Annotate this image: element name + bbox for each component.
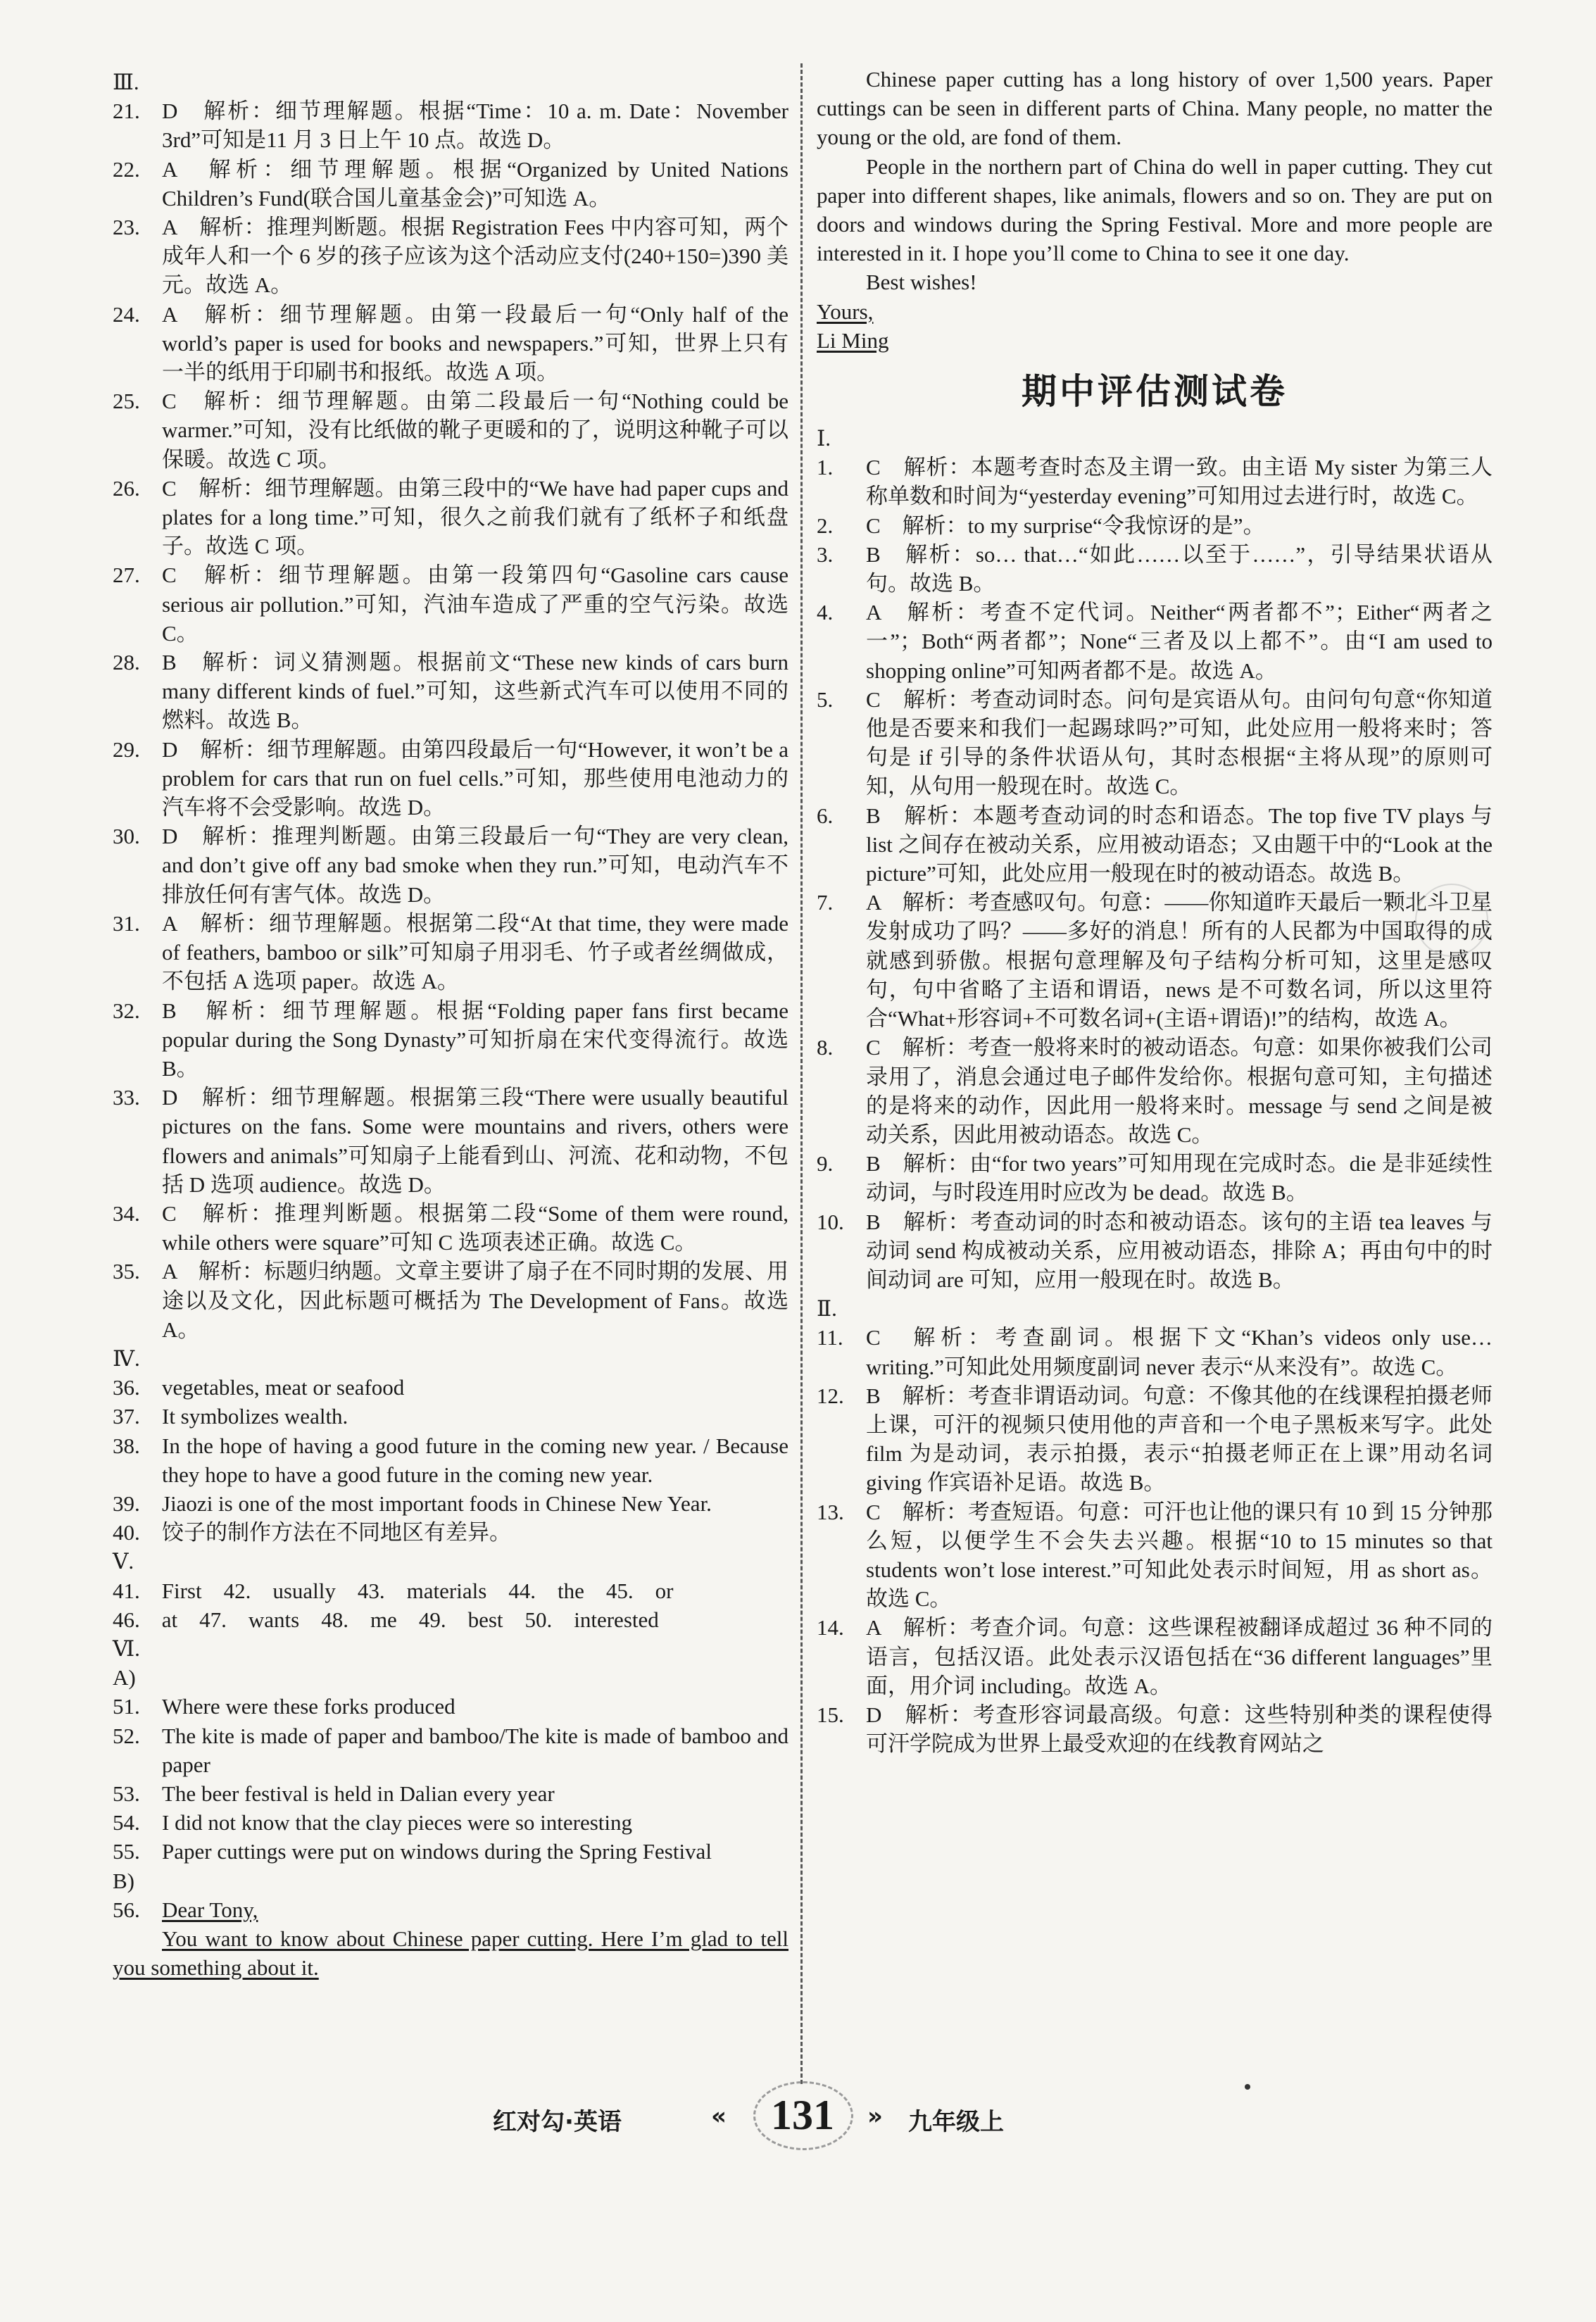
- item-text: A 解析：考查不定代词。Neither“两者都不”；Either“两者之一”；Both“两者都”；None“三者及以上都不”。由“I am used to shopping online”可知两者都不是。故选 A。: [866, 600, 1493, 683]
- answer-item: [817, 598, 1493, 685]
- left-chevron-icon: «: [711, 2102, 727, 2130]
- answer-item: [113, 1692, 788, 1721]
- answer-item: [817, 1323, 1493, 1381]
- item-number: 32.: [113, 998, 140, 1023]
- item-number: 26.: [113, 475, 140, 501]
- answers-11-15: [817, 1323, 1493, 1758]
- answers-36-40: [113, 1373, 788, 1547]
- item-number: 14.: [817, 1615, 844, 1640]
- fill-row-41-45: 41. First 42. usually 43. materials 44. the 45. or: [113, 1578, 674, 1603]
- item-text: A 解析：细节理解题。由第一段最后一句“Only half of the world’s paper is used for books and newspapers.”可知，世界上只有一半的纸用于印刷书和报纸。故选 A 项。: [162, 301, 788, 385]
- answer-item: [113, 1199, 788, 1257]
- item-number: 29.: [113, 736, 140, 762]
- item-text: A 解析：细节理解题。根据“Organized by United Nations Children’s Fund(联合国儿童基金会)”可知选 A。: [162, 156, 788, 211]
- item-number: 6.: [817, 803, 834, 828]
- item-number: 36.: [113, 1375, 140, 1400]
- item-number: 51.: [113, 1694, 140, 1719]
- answer-item: [817, 453, 1493, 510]
- item-text: B 解析：考查动词的时态和被动语态。该句的主语 tea leaves 与动词 send 构成被动关系，应用被动语态，排除 A；再由句中的时间动词 are 可知，应用一般现在时。故选 B。: [866, 1209, 1493, 1292]
- item-number: 11.: [817, 1325, 843, 1350]
- item-text: A 解析：标题归纳题。文章主要讲了扇子在不同时期的发展、用途以及文化，因此标题可概括为 The Development of Fans。故选 A。: [162, 1259, 788, 1342]
- answer-item: [817, 1700, 1493, 1758]
- item-text: Where were these forks produced: [162, 1694, 455, 1719]
- answer-item: [113, 155, 788, 213]
- item-text: C 解析：考查一般将来时的被动语态。句意：如果你被我们公司录用了，消息会通过电子邮件发给你。根据句意可知，主句描述的是将来的动作，因此用一般将来时。message 与 send 之间是被动关系，因此用被动语态。故选 C。: [866, 1035, 1493, 1147]
- item-number: 1.: [817, 455, 834, 480]
- answer-item: [113, 1808, 788, 1837]
- item-text: C 解析：细节理解题。由第一段第四句“Gasoline cars cause serious air pollution.”可知，汽油车造成了严重的空气污染。故选 C。: [162, 563, 788, 646]
- answer-item: [817, 511, 1493, 540]
- answer-item: [113, 213, 788, 300]
- letter-paragraph-3: People in the northern part of China do well in paper cutting. They cut paper into different shapes, like animals, flowers and so on. They are put on doors and windows during the Spring Festival. More and more people are interested in it. I hope you’ll come to China to see it one day.: [817, 153, 1493, 266]
- item-number: 8.: [817, 1035, 834, 1060]
- answer-item: [113, 1779, 788, 1808]
- item-number: 15.: [817, 1702, 844, 1727]
- item-text: The kite is made of paper and bamboo/The kite is made of bamboo and paper: [162, 1723, 788, 1777]
- item-number: 24.: [113, 301, 140, 327]
- answer-item: [113, 735, 788, 822]
- item-number: 56.: [113, 1897, 140, 1922]
- letter-paragraph-2: Chinese paper cutting has a long history of over 1,500 years. Paper cuttings can be seen in different parts of China. Many people, no matter the young or the old, are fond of them.: [817, 67, 1493, 150]
- item-text: A 解析：考查感叹句。句意：——你知道昨天最后一颗北斗卫星发射成功了吗？——多好的消息！所有的人民都为中国取得的成就感到骄傲。根据句意理解及句子结构分析可知，这里是感叹句，句中省略了主语和谓语，news 是不可数名词，所以这里符合“What+形容词+不可数名词+(主语+谓语)!”的结构，故选 A。: [866, 890, 1493, 1031]
- item-text: B 解析：词义猜测题。根据前文“These new kinds of cars burn many different kinds of fuel.”可知，这些新式汽车可以使用不同的燃料。故选 B。: [162, 650, 788, 733]
- item-number: 4.: [817, 600, 834, 625]
- answers-51-55: [113, 1692, 788, 1866]
- right-chevron-icon: »: [867, 2102, 883, 2130]
- section-heading-6: Ⅵ.: [113, 1636, 140, 1661]
- answer-item: [817, 540, 1493, 598]
- item-number: 40.: [113, 1520, 140, 1545]
- item-number: 10.: [817, 1209, 844, 1234]
- item-number: 27.: [113, 563, 140, 588]
- item-number: 12.: [817, 1383, 844, 1408]
- answer-item: [113, 1721, 788, 1779]
- answer-item: [817, 685, 1493, 801]
- item-number: 55.: [113, 1839, 140, 1864]
- item-text: I did not know that the clay pieces were so interesting: [162, 1810, 633, 1835]
- answer-item: [817, 1207, 1493, 1295]
- page-footer: [0, 2077, 1596, 2161]
- letter-yours-text: Yours,: [817, 299, 874, 324]
- answer-item: [817, 1613, 1493, 1700]
- item-number: 23.: [113, 215, 140, 240]
- item-text: It symbolizes wealth.: [162, 1404, 348, 1429]
- fill-row-46-50: 46. at 47. wants 48. me 49. best 50. interested: [113, 1607, 659, 1632]
- item-text: C 解析：细节理解题。由第二段最后一句“Nothing could be warmer.”可知，没有比纸做的靴子更暖和的了，说明这种靴子可以保暖。故选 C 项。: [162, 389, 788, 472]
- section-heading-4: Ⅳ.: [113, 1345, 140, 1371]
- answer-item: [817, 1498, 1493, 1614]
- answer-item: [817, 1381, 1493, 1498]
- answer-item: [113, 96, 788, 154]
- item-text: vegetables, meat or seafood: [162, 1375, 405, 1400]
- item-text: A 解析：细节理解题。根据第二段“At that time, they were made of feathers, bamboo or silk”可知扇子用羽毛、竹子或者丝绸做成，不包括 A 选项 paper。故选 A。: [162, 910, 788, 994]
- section-heading-2: Ⅱ.: [817, 1296, 837, 1322]
- item-text: A 解析：考查介词。句意：这些课程被翻译成超过 36 种不同的语言，包括汉语。此处表示汉语包括在“36 different languages”里面，用介词 including。故选 A。: [866, 1615, 1493, 1698]
- item-text: D 解析：细节理解题。根据第三段“There were usually beautiful pictures on the fans. Some were mountains and rivers, others were flowers and animals”可知扇子上能看到山、河流、花和动物，不包括 D 选项 audience。故选 D。: [162, 1085, 788, 1197]
- part-a-label: A): [113, 1665, 136, 1690]
- item-text: D 解析：考查形容词最高级。句意：这些特别种类的课程使得可汗学院成为世界上最受欢迎的在线教育网站之: [866, 1702, 1493, 1757]
- item-text: D 解析：推理判断题。由第三段最后一句“They are very clean, and don’t give off any bad smoke when they run.”可知，电动汽车不排放任何有害气体。故选 D。: [162, 824, 788, 907]
- item-number: 34.: [113, 1200, 140, 1226]
- section-heading-3: Ⅲ.: [113, 70, 139, 94]
- item-text: B 解析：细节理解题。根据“Folding paper fans first became popular during the Song Dynasty”可知折扇在宋代变得流行。故选 B。: [162, 998, 788, 1081]
- letter-paragraph-1: You want to know about Chinese paper cutting. Here I’m glad to tell you something about it.: [113, 1926, 788, 1981]
- item-number: 54.: [113, 1810, 140, 1835]
- grade-label: 九年级上: [908, 2108, 1004, 2136]
- item-text: C 解析：推理判断题。根据第二段“Some of them were round, while others were square”可知 C 选项表述正确。故选 C。: [162, 1200, 788, 1255]
- section-heading-5: Ⅴ.: [113, 1549, 134, 1574]
- answer-item: [113, 1257, 788, 1344]
- right-column: [817, 65, 1493, 1758]
- answer-item: [113, 1402, 788, 1431]
- letter-greeting: Dear Tony,: [162, 1897, 258, 1922]
- answer-item: [113, 560, 788, 648]
- section-heading-1: Ⅰ.: [817, 426, 831, 451]
- column-divider: [800, 63, 803, 2084]
- page-number: 131: [771, 2092, 834, 2138]
- answers-1-10: [817, 453, 1493, 1294]
- item-number: 2.: [817, 513, 834, 538]
- item-number: 52.: [113, 1723, 140, 1748]
- letter-item-56: [113, 1895, 788, 1924]
- answer-item: [113, 648, 788, 735]
- answer-item: [817, 801, 1493, 889]
- answer-item: [113, 1489, 788, 1518]
- answer-item: [113, 474, 788, 561]
- item-number: 3.: [817, 541, 834, 567]
- item-text: C 解析：考查动词时态。问句是宾语从句。由问句句意“你知道他是否要来和我们一起踢球吗?”可知，此处应用一般将来时；答句是 if 引导的条件状语从句，其时态根据“主将从现”的原则可知，从句用一般现在时。故选 C。: [866, 686, 1493, 799]
- left-column: [113, 68, 788, 1982]
- answer-item: [817, 888, 1493, 1033]
- book-series-label: 红对勾·英语: [493, 2108, 622, 2136]
- answer-item: [817, 1033, 1493, 1149]
- item-number: 21.: [113, 99, 140, 124]
- letter-signature-text: Li Ming: [817, 327, 889, 353]
- letter-closing: Best wishes!: [866, 270, 977, 295]
- answer-item: [113, 909, 788, 996]
- watermark-stamp: [1415, 884, 1488, 957]
- item-number: 9.: [817, 1151, 834, 1176]
- item-number: 39.: [113, 1491, 140, 1516]
- answer-item: [817, 1149, 1493, 1207]
- item-text: C 解析：考查副词。根据下文“Khan’s videos only use… writing.”可知此处用频度副词 never 表示“从来没有”。故选 C。: [866, 1325, 1493, 1379]
- item-text: B 解析：本题考查动词的时态和语态。The top five TV plays 与 list 之间存在被动关系，应用被动语态；又由题干中的“Look at the picture”可知，此处应用一般现在时的被动语态。故选 B。: [866, 803, 1493, 886]
- answer-item: [113, 1837, 788, 1866]
- answer-item: [113, 1518, 788, 1547]
- item-text: B 解析：由“for two years”可知用现在完成时态。die 是非延续性动词，与时段连用时应改为 be dead。故选 B。: [866, 1151, 1493, 1205]
- item-number: 13.: [817, 1499, 844, 1524]
- item-text: C 解析：to my surprise“令我惊讶的是”。: [866, 513, 1265, 538]
- item-number: 33.: [113, 1085, 140, 1110]
- item-text: B 解析：考查非谓语动词。句意：不像其他的在线课程拍摄老师上课，可汗的视频只使用他的声音和一个电子黑板来写字。此处 film 为是动词，表示拍摄，表示“拍摄老师正在上课”用动名词 giving 作宾语补足语。故选 B。: [866, 1383, 1493, 1495]
- answer-item: [113, 1431, 788, 1489]
- item-number: 30.: [113, 824, 140, 849]
- answer-item: [113, 996, 788, 1084]
- item-text: 饺子的制作方法在不同地区有差异。: [162, 1520, 511, 1545]
- item-number: 5.: [817, 686, 834, 712]
- exam-title: 期中评估测试卷: [1022, 371, 1288, 413]
- answer-item: [113, 387, 788, 474]
- letter-signature: [817, 326, 1493, 355]
- item-number: 38.: [113, 1433, 140, 1458]
- letter-yours: [817, 297, 1493, 326]
- item-number: 53.: [113, 1781, 140, 1806]
- item-text: In the hope of having a good future in the coming new year. / Because they hope to have a good future in the coming new year.: [162, 1433, 788, 1487]
- answer-item: [113, 1373, 788, 1402]
- item-number: 35.: [113, 1259, 140, 1284]
- part-b-label: B): [113, 1868, 134, 1893]
- item-number: 7.: [817, 890, 834, 915]
- answer-item: [113, 300, 788, 387]
- item-text: D 解析：细节理解题。根据“Time：10 a. m. Date：November 3rd”可知是11 月 3 日上午 10 点。故选 D。: [162, 99, 788, 153]
- item-text: C 解析：细节理解题。由第三段中的“We have had paper cups and plates for a long time.”可知，很久之前我们就有了纸杯子和纸盘子。故选 C 项。: [162, 475, 788, 559]
- item-text: Jiaozi is one of the most important foods in Chinese New Year.: [162, 1491, 712, 1516]
- item-text: C 解析：考查短语。句意：可汗也让他的课只有 10 到 15 分钟那么短，以便学生不会失去兴趣。根据“10 to 15 minutes so that students won’t lose interest.”可知此处表示时间短，用 as short as。故选 C。: [866, 1499, 1493, 1612]
- item-number: 31.: [113, 910, 140, 936]
- item-text: C 解析：本题考查时态及主谓一致。由主语 My sister 为第三人称单数和时间为“yesterday evening”可知用过去进行时，故选 C。: [866, 455, 1493, 509]
- answer-item: [113, 822, 788, 909]
- item-number: 37.: [113, 1404, 140, 1429]
- item-text: The beer festival is held in Dalian every year: [162, 1781, 555, 1806]
- answer-item: [113, 1083, 788, 1199]
- reading-answers-21-35: [113, 96, 788, 1344]
- item-text: Paper cuttings were put on windows during the Spring Festival: [162, 1839, 712, 1864]
- item-text: B 解析：so… that…“如此……以至于……”，引导结果状语从句。故选 B。: [866, 541, 1493, 596]
- item-number: 22.: [113, 156, 140, 182]
- item-number: 25.: [113, 389, 140, 414]
- item-text: A 解析：推理判断题。根据 Registration Fees 中内容可知，两个成年人和一个 6 岁的孩子应该为这个活动应支付(240+150=)390 美元。故选 A。: [162, 215, 788, 298]
- item-text: D 解析：细节理解题。由第四段最后一句“However, it won’t be a problem for cars that run on fuel cells.”可知，那些使用电池动力的汽车将不会受影响。故选 D。: [162, 736, 788, 820]
- item-number: 28.: [113, 650, 140, 675]
